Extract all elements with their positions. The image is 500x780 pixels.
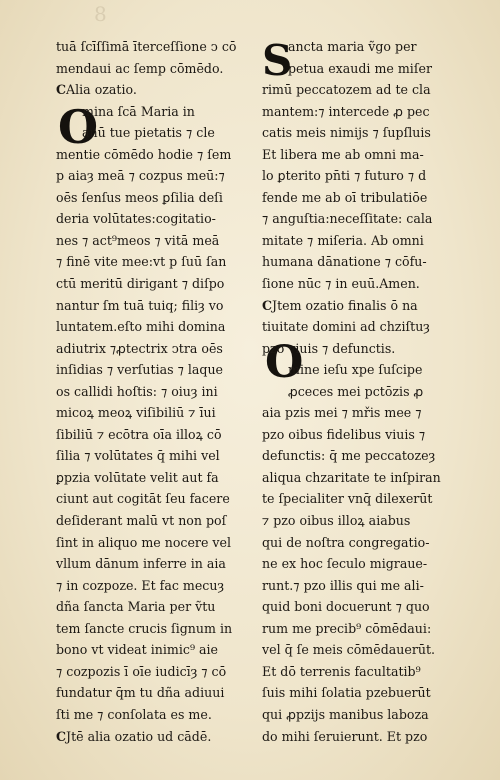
text-line: nes ⁊ act⁹meos ⁊ vitā meā	[56, 232, 220, 248]
text-line: micoꝝ meoꝝ viſibiliū ⁊ īui	[56, 405, 216, 421]
text-line: rum me precib⁹ cōmēdaui:	[262, 620, 432, 636]
text-line: ctū meritū dirigant ⁊ diſpo	[56, 276, 225, 292]
text-line: humana dānatione ⁊ cōfu-	[262, 254, 427, 270]
text-line: luntatem.eſto mihi domina	[56, 319, 226, 335]
text-line: vllum dānum inferre in aia	[56, 556, 226, 572]
text-line: ſuis mihi ſolatia pzebuerūt	[262, 685, 431, 701]
dropcap-right-first: S	[262, 36, 293, 85]
text-line: ⁊ in cozpoze. Et fac mecuȝ	[56, 577, 225, 593]
text-line: oēs ſenſus meos ꝑſilia deſi	[56, 189, 223, 205]
text-line: pzo oibus fidelibus viuis ⁊	[262, 426, 426, 442]
text-line: dña ſancta Maria per ṽtu	[56, 599, 216, 615]
heading-text: Alia ozatio.	[66, 82, 137, 98]
text-line: pzo viuis ⁊ defunctis.	[262, 340, 396, 356]
heading-text: Jtem ozatio finalis ō na	[272, 297, 418, 313]
text-line: fundatur q̄m tu dña adiuui	[56, 685, 225, 701]
text-line: tem ſancte crucis ſignum in	[56, 620, 233, 636]
text-line: deria volūtates:cogitatio-	[56, 211, 216, 227]
dropcap-right-second: O	[265, 337, 304, 388]
text-line: ſione nūc ⁊ in euū.Amen.	[262, 276, 420, 292]
text-line: aia pzis mei ⁊ mřis mee ⁊	[262, 405, 422, 421]
pilcrow-mark: C	[262, 297, 273, 313]
text-line: fende me ab oī tribulatiōe	[262, 189, 428, 205]
text-line: ciunt aut cogitāt ſeu facere	[56, 491, 230, 507]
text-line: ſilia ⁊ volūtates q̄ mihi vel	[56, 448, 220, 464]
text-line: te ſpecialiter vnq̄ dilexerūt	[262, 491, 433, 507]
text-line: bono vt videat inimic⁹ aie	[56, 642, 218, 658]
text-line: aliqua chzaritate te inſpiran	[262, 469, 441, 485]
text-line: adiutrix ⁊ꝓtectrix ↄtra oēs	[56, 340, 223, 356]
text-line: catis meis nimijs ⁊ ſupſluis	[262, 125, 431, 141]
text-line: tuā ſcīſſimā īterceſſione ↄ cō	[56, 39, 237, 54]
text-line: vel q̄ ſe meis cōmēdauerūt.	[262, 642, 436, 658]
text-line: deſiderant malū vt non poſ	[56, 513, 227, 529]
text-line: ſint in aliquo me nocere vel	[56, 534, 231, 550]
text-line: inſidias ⁊ verſutias ⁊ laque	[56, 362, 224, 378]
text-line: nantur ſm tuā tuiq; filiȝ vo	[56, 297, 224, 313]
text-line: rimū peccatozem ad te cla	[262, 82, 431, 98]
text-line: ꝓceces mei pctōzis ꝓ	[288, 383, 424, 399]
pilcrow-mark: C	[56, 728, 67, 744]
text-line: ancta maria ṽgo per	[288, 39, 417, 54]
heading-line	[56, 726, 261, 748]
text-line: ꝑpzia volūtate velit aut fa	[56, 469, 219, 485]
text-line: ⁊ anguſtia:neceſſitate: cala	[262, 211, 433, 227]
text-line: runt.⁊ pzo illis qui me ali-	[262, 577, 424, 593]
text-line: mina ſcā Maria in	[82, 103, 195, 119]
text-line: ⁊ pzo oibus illoꝝ aiabus	[262, 513, 411, 529]
text-line: Et libera me ab omni ma-	[262, 146, 424, 162]
text-line: qui ꝓpzijs manibus laboza	[262, 706, 429, 722]
text-line: defunctis: q̄ me peccatozeȝ	[262, 448, 436, 464]
text-line: mine ieſu xpe ſuſcipe	[288, 362, 423, 378]
text-line: ſibiliū ⁊ ecōtra oīa illoꝝ cō	[56, 426, 222, 442]
heading-line	[262, 295, 472, 317]
pilcrow-mark: C	[56, 82, 67, 98]
heading-text: Jtē alia ozatio ud cādē.	[66, 728, 212, 744]
text-line: tiuitate domini ad chziſtuȝ	[262, 319, 430, 335]
text-line: ⁊ cozpozis ī oīe iudicīȝ ⁊ cō	[56, 663, 227, 679]
text-line: Et dō terrenis facultatib⁹	[262, 663, 421, 679]
text-line: mentie cōmēdo hodie ⁊ ſem	[56, 146, 232, 162]
heading-line	[56, 79, 261, 101]
page-number: 8	[94, 2, 108, 26]
text-line: os callidi hoſtis: ⁊ oiuȝ ini	[56, 383, 218, 399]
text-line: ne ex hoc ſeculo migraue-	[262, 556, 428, 572]
text-line: ſti me ⁊ conſolata es me.	[56, 706, 212, 722]
text-line: quid boni docuerunt ⁊ quo	[262, 599, 430, 615]
text-line: ⁊ finē vite mee:vt p ſuū ſan	[56, 254, 227, 270]
text-line: mantem:⁊ intercede ꝓ pec	[262, 103, 430, 119]
text-line: lo ꝑterito pn̄ti ⁊ futuro ⁊ d	[262, 168, 427, 184]
text-line: p aiaȝ meā ⁊ cozpus meū:⁊	[56, 168, 225, 184]
text-line: anū tue pietatis ⁊ cle	[82, 125, 215, 141]
text-line: mitate ⁊ miſeria. Ab omni	[262, 232, 424, 248]
text-line: mendaui ac ſemp cōmēdo.	[56, 60, 224, 76]
dropcap-left: O	[58, 100, 99, 154]
right-column	[262, 36, 472, 747]
text-line: petua exaudi me miſer	[288, 60, 432, 76]
text-line: qui de noſtra congregatio-	[262, 534, 430, 550]
text-line: do mihi ſeruierunt. Et pzo	[262, 728, 428, 744]
left-column	[56, 36, 261, 747]
